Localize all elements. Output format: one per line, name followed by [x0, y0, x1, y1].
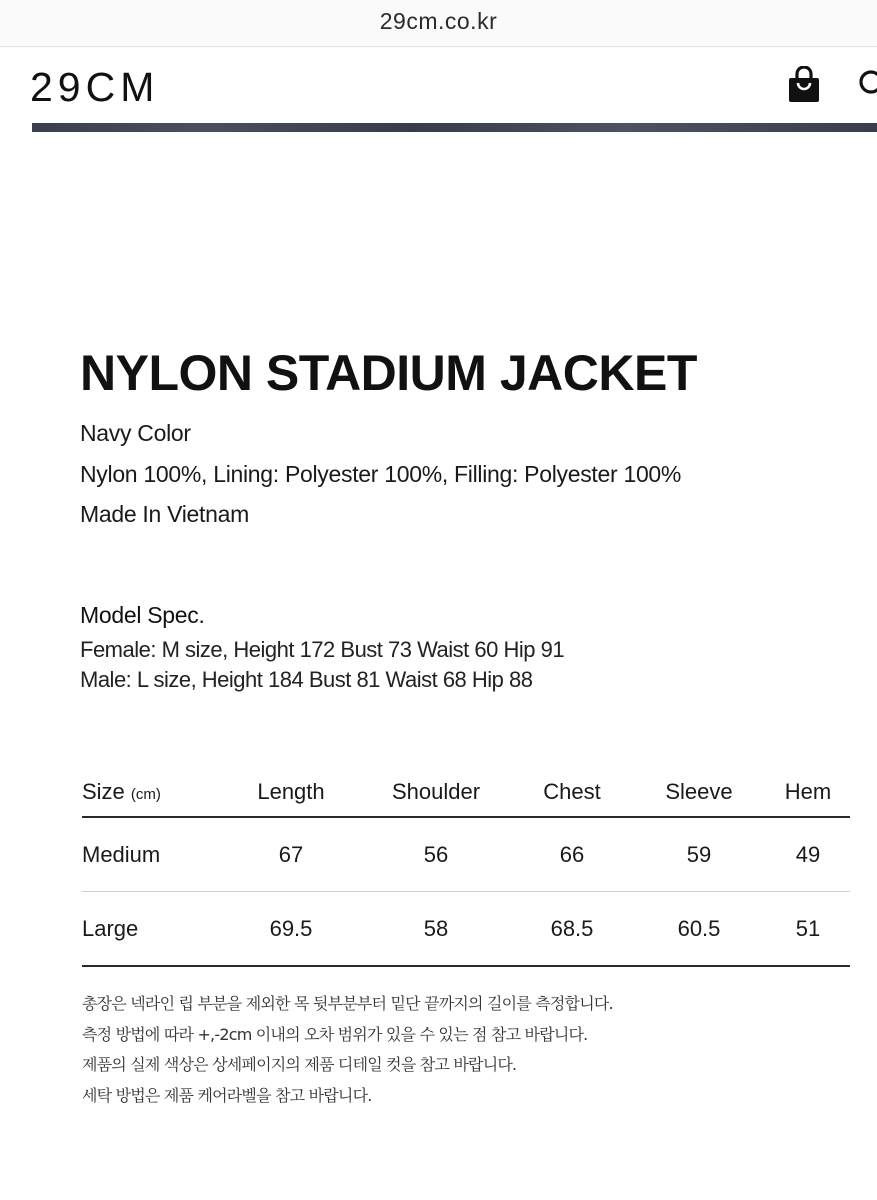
model-spec-female: Female: M size, Height 172 Bust 73 Waist 60 Hip 91 [80, 637, 565, 662]
table-cell: 67 [222, 817, 360, 892]
table-cell: 58 [360, 892, 512, 967]
table-cell: 66 [512, 817, 632, 892]
note-line: 총장은 넥라인 립 부분을 제외한 목 뒷부분부터 밑단 끝까지의 길이를 측정합니다. [82, 994, 613, 1013]
size-unit: (cm) [130, 786, 161, 803]
size-name: Large [82, 892, 222, 967]
size-table [82, 768, 850, 967]
browser-address-bar[interactable] [0, 0, 877, 47]
size-label: Size [82, 779, 125, 804]
table-cell: 56 [360, 817, 512, 892]
product-origin: Made In Vietnam [80, 501, 249, 527]
column-header-chest: Chest [512, 768, 632, 817]
table-cell: 49 [766, 817, 850, 892]
product-image-strip [32, 123, 877, 132]
table-row [82, 892, 850, 967]
site-logo[interactable]: 29CM [30, 64, 160, 110]
note-line: 세탁 방법은 제품 케어라벨을 참고 바랍니다. [82, 1085, 372, 1105]
product-title: NYLON STADIUM JACKET [80, 345, 697, 401]
table-cell: 68.5 [512, 892, 632, 967]
product-material: Nylon 100%, Lining: Polyester 100%, Filling: Polyester 100% [80, 461, 682, 487]
product-color: Navy Color [80, 420, 191, 446]
table-cell: 51 [766, 892, 850, 967]
note-line: 제품의 실제 색상은 상세페이지의 제품 디테일 컷을 참고 바랍니다. [82, 1055, 517, 1074]
table-cell: 60.5 [632, 892, 766, 967]
size-table-header-row [82, 768, 850, 817]
model-spec-heading: Model Spec. [80, 602, 205, 628]
size-notes [82, 989, 613, 1111]
site-header [0, 47, 877, 123]
url-text[interactable]: 29cm.co.kr [379, 8, 498, 34]
model-spec-male: Male: L size, Height 184 Bust 81 Waist 68 Hip 88 [80, 667, 533, 692]
table-cell: 59 [632, 817, 766, 892]
search-icon[interactable] [858, 69, 877, 99]
size-name: Medium [82, 817, 222, 892]
table-cell: 69.5 [222, 892, 360, 967]
column-header-hem: Hem [766, 768, 850, 817]
shopping-bag-icon[interactable] [786, 66, 822, 104]
size-column-header [82, 768, 222, 817]
column-header-length: Length [222, 768, 360, 817]
table-row [82, 817, 850, 892]
column-header-sleeve: Sleeve [632, 768, 766, 817]
column-header-shoulder: Shoulder [360, 768, 512, 817]
note-line: 측정 방법에 따라 +,-2cm 이내의 오차 범위가 있을 수 있는 점 참고 바랍니다. [82, 1024, 588, 1044]
